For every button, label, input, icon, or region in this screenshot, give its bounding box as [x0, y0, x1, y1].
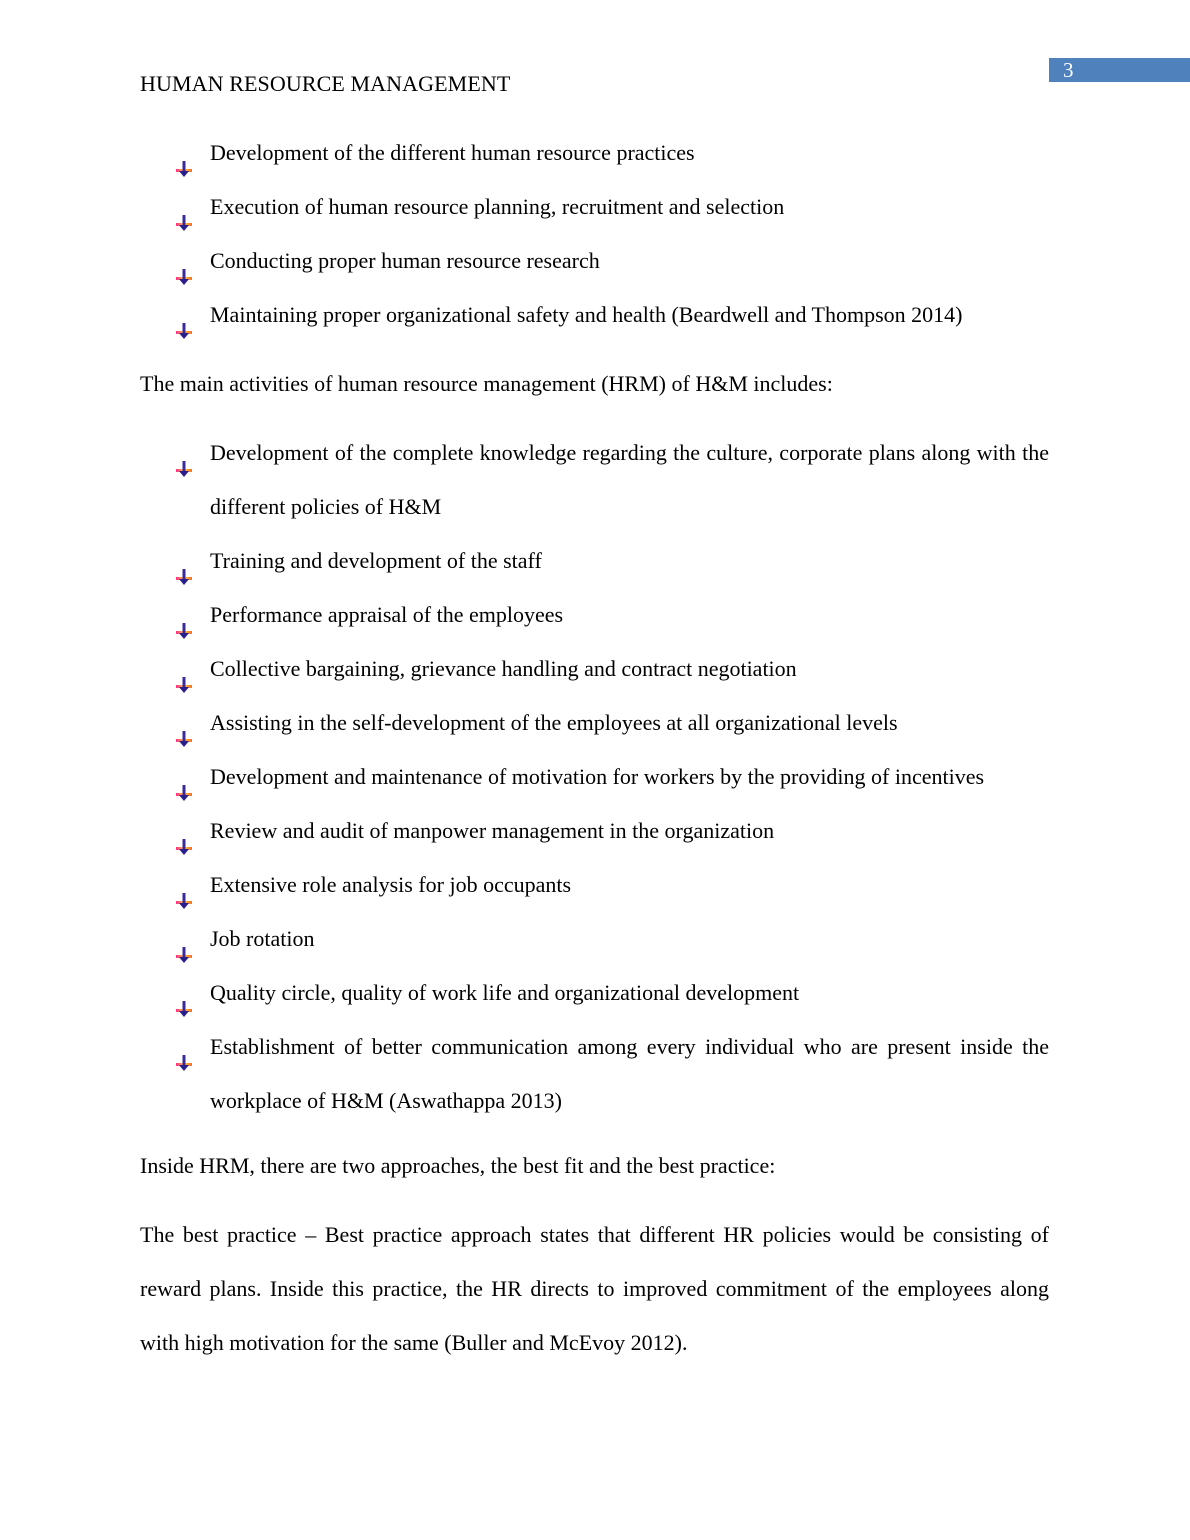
- intro-paragraph: The main activities of human resource management (HRM) of H&M includes:: [140, 371, 833, 396]
- list-item: Job rotation: [140, 912, 1049, 966]
- arrow-down-bullet-icon: [176, 660, 192, 678]
- arrow-down-bullet-icon: [176, 606, 192, 624]
- bullet-list-1: [140, 126, 1049, 342]
- list-item: Development of the different human resource practices: [140, 126, 1049, 180]
- arrow-down-bullet-icon: [176, 144, 192, 162]
- arrow-down-bullet-icon: [176, 876, 192, 894]
- arrow-down-bullet-icon: [176, 768, 192, 786]
- arrow-down-bullet-icon: [176, 306, 192, 324]
- arrow-down-bullet-icon: [176, 252, 192, 270]
- list-item: Maintaining proper organizational safety and health (Beardwell and Thompson 2014): [140, 288, 1049, 342]
- arrow-down-bullet-icon: [176, 822, 192, 840]
- approaches-paragraph: Inside HRM, there are two approaches, the best fit and the best practice:: [140, 1153, 776, 1178]
- arrow-down-bullet-icon: [176, 444, 192, 462]
- list-item: Development of the complete knowledge regarding the culture, corporate plans along with the different policies of H&M: [140, 426, 1049, 534]
- list-item: Conducting proper human resource research: [140, 234, 1049, 288]
- arrow-down-bullet-icon: [176, 198, 192, 216]
- page-number: 3: [1049, 58, 1190, 82]
- arrow-down-bullet-icon: [176, 930, 192, 948]
- bullet-list-2: [140, 426, 1049, 1128]
- list-item: Training and development of the staff: [140, 534, 1049, 588]
- list-item: Quality circle, quality of work life and organizational development: [140, 966, 1049, 1020]
- arrow-down-bullet-icon: [176, 714, 192, 732]
- list-item: Development and maintenance of motivation for workers by the providing of incentives: [140, 750, 1049, 804]
- best-practice-paragraph: The best practice – Best practice approach states that different HR policies would be consisting of reward plans. Inside this practice, the HR directs to improved commitment of the employees along with high motivation for the same (Buller and McEvoy 2012).: [140, 1222, 1049, 1355]
- list-section-1: [140, 126, 1049, 342]
- running-header: HUMAN RESOURCE MANAGEMENT: [140, 71, 511, 96]
- list-item: Extensive role analysis for job occupants: [140, 858, 1049, 912]
- list-item: Execution of human resource planning, recruitment and selection: [140, 180, 1049, 234]
- arrow-down-bullet-icon: [176, 552, 192, 570]
- arrow-down-bullet-icon: [176, 1038, 192, 1056]
- arrow-down-bullet-icon: [176, 984, 192, 1002]
- list-item: Performance appraisal of the employees: [140, 588, 1049, 642]
- list-item: Assisting in the self-development of the employees at all organizational levels: [140, 696, 1049, 750]
- list-item: Collective bargaining, grievance handling and contract negotiation: [140, 642, 1049, 696]
- list-item: Review and audit of manpower management in the organization: [140, 804, 1049, 858]
- list-section-2: [140, 426, 1049, 1128]
- list-item: Establishment of better communication among every individual who are present inside the workplace of H&M (Aswathappa 2013): [140, 1020, 1049, 1128]
